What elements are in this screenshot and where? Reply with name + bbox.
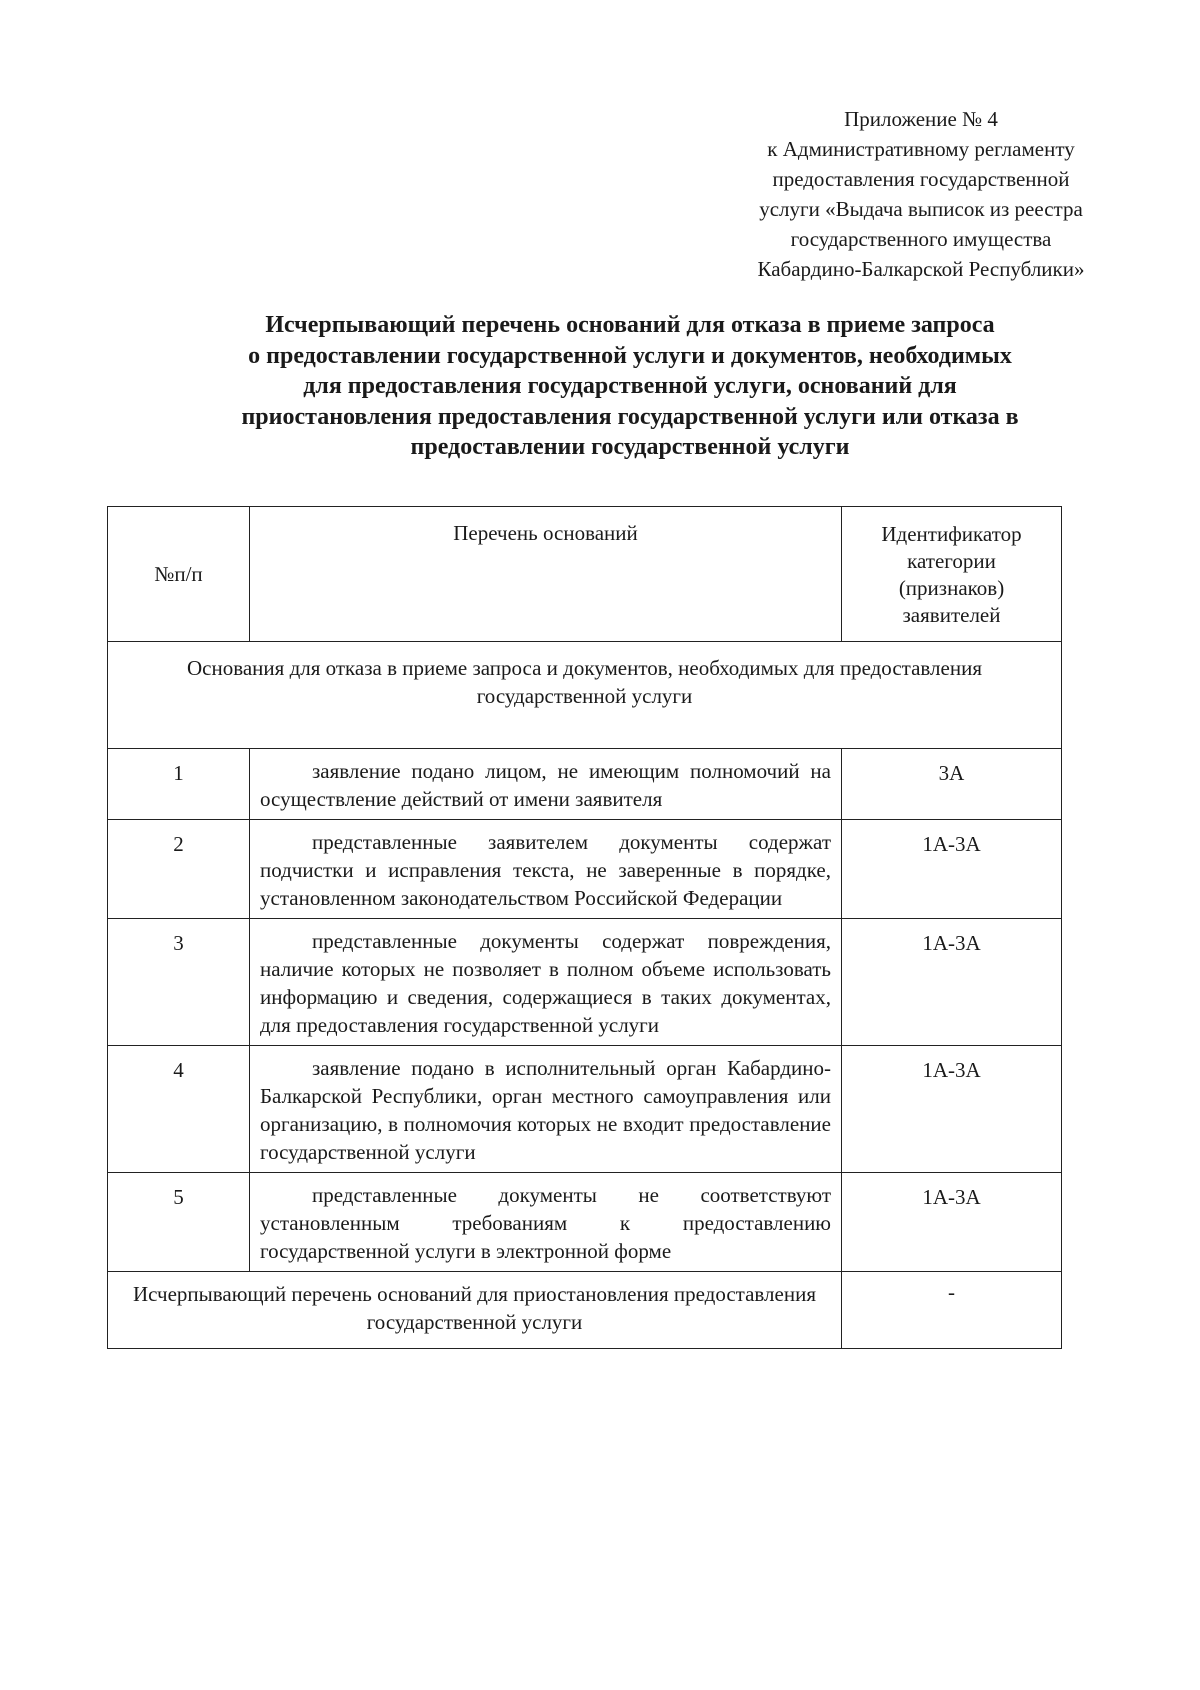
table-row — [108, 1046, 1062, 1173]
appendix-line: услуги «Выдача выписок из реестра — [759, 197, 1083, 221]
table-row — [108, 749, 1062, 820]
row-text — [250, 1173, 842, 1272]
appendix-line: предоставления государственной — [772, 167, 1070, 191]
header-id-line: заявителей — [902, 603, 1001, 627]
header-id-line: категории — [907, 549, 996, 573]
appendix-line: к Административному регламенту — [767, 137, 1075, 161]
row-id: 1А-3А — [842, 820, 1062, 919]
table-header-row — [108, 507, 1062, 642]
row-number: 4 — [108, 1046, 250, 1173]
row-number: 2 — [108, 820, 250, 919]
row-text-content: представленные заявителем документы содержат подчистки и исправления текста, не заверенные в порядке, установленном законодательством Российской Федерации — [260, 830, 831, 910]
section-row — [108, 642, 1062, 749]
row-id: 3А — [842, 749, 1062, 820]
row-text-content: представленные документы не соответствуют установленным требованиям к предоставлению государственной услуги в электронной форме — [260, 1183, 831, 1263]
title-line: для предоставления государственной услуги, оснований для — [303, 373, 957, 399]
row-text — [250, 749, 842, 820]
footer-id: - — [842, 1272, 1062, 1349]
footer-text: Исчерпывающий перечень оснований для приостановления предоставления государственной услуги — [108, 1272, 842, 1349]
row-text-content: заявление подано в исполнительный орган Кабардино-Балкарской Республики, орган местного самоуправления или организацию, в полномочия которых не входит предоставление государственной услуги — [260, 1056, 831, 1164]
document-title — [150, 310, 1110, 463]
row-number: 1 — [108, 749, 250, 820]
appendix-line: Кабардино-Балкарской Республики» — [757, 257, 1085, 281]
header-list: Перечень оснований — [250, 507, 842, 642]
row-id: 1А-3А — [842, 1046, 1062, 1173]
table-row — [108, 1173, 1062, 1272]
row-id: 1А-3А — [842, 1173, 1062, 1272]
header-id-line: Идентификатор — [881, 522, 1022, 546]
appendix-block — [716, 104, 1126, 284]
appendix-line: Приложение № 4 — [844, 107, 998, 131]
row-number: 3 — [108, 919, 250, 1046]
title-line: приостановления предоставления государственной услуги или отказа в — [241, 403, 1019, 430]
footer-row — [108, 1272, 1062, 1349]
header-id — [842, 507, 1062, 642]
grounds-table — [107, 506, 1062, 1349]
section-title: Основания для отказа в приеме запроса и документов, необходимых для предоставления государственной услуги — [108, 642, 1062, 749]
row-text-content: представленные документы содержат повреждения, наличие которых не позволяет в полном объеме использовать информацию и сведения, содержащиеся в таких документах, для предоставления государственной услуги — [260, 929, 831, 1037]
appendix-line: государственного имущества — [790, 227, 1052, 251]
row-text — [250, 1046, 842, 1173]
header-num: №п/п — [108, 507, 250, 642]
row-text-content: заявление подано лицом, не имеющим полномочий на осуществление действий от имени заявителя — [260, 759, 831, 811]
title-line: Исчерпывающий перечень оснований для отказа в приеме запроса — [265, 312, 995, 338]
table-row — [108, 919, 1062, 1046]
row-text — [250, 820, 842, 919]
row-id: 1А-3А — [842, 919, 1062, 1046]
title-line: о предоставлении государственной услуги и документов, необходимых — [248, 342, 1012, 369]
row-number: 5 — [108, 1173, 250, 1272]
header-id-line: (признаков) — [898, 576, 1005, 600]
row-text — [250, 919, 842, 1046]
title-line: предоставлении государственной услуги — [410, 434, 850, 460]
table-row — [108, 820, 1062, 919]
